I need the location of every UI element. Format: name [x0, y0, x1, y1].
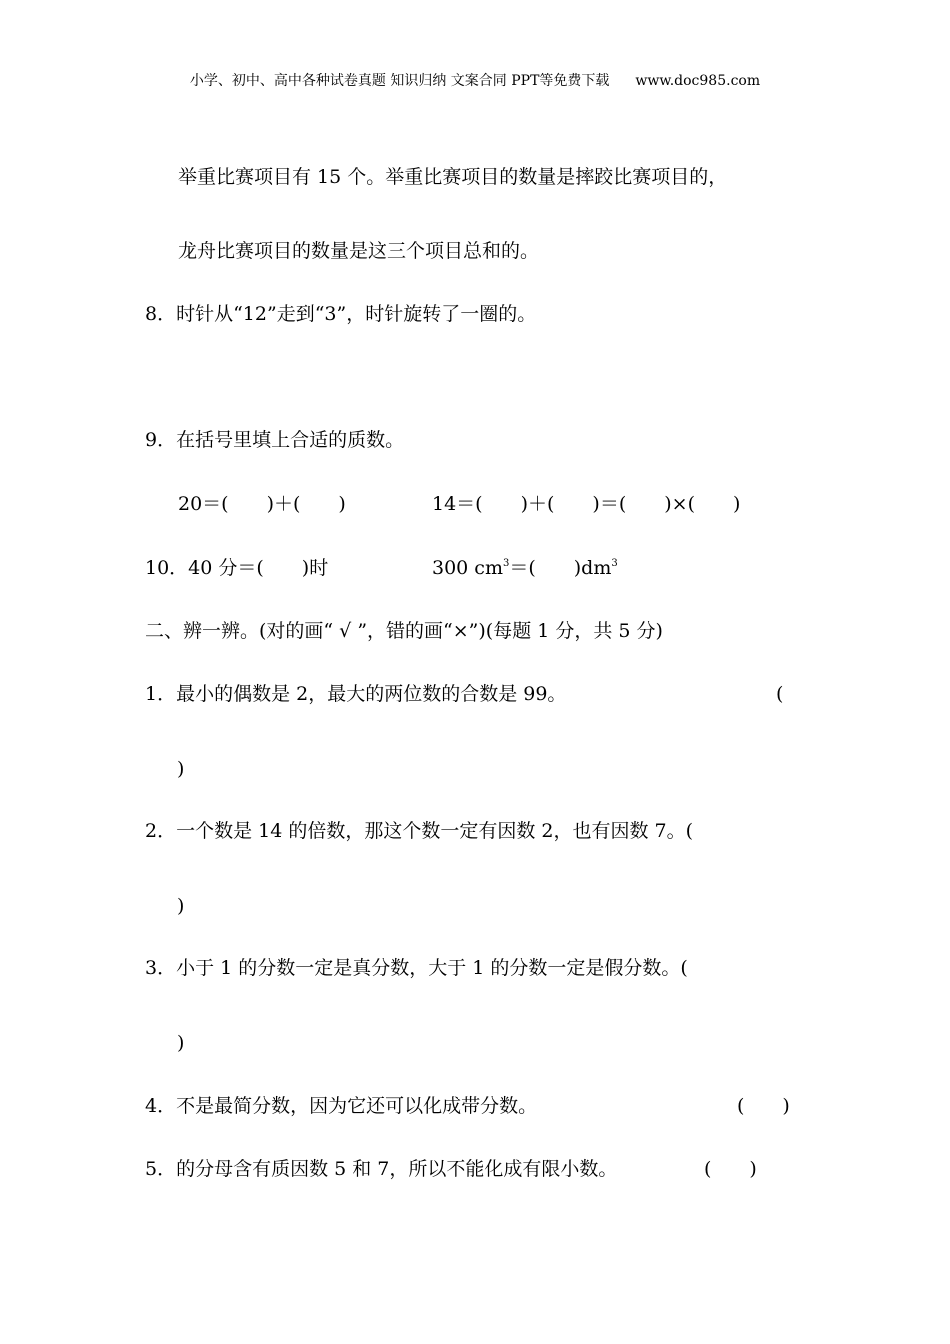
section-2-heading: 二、辨一辨。(对的画“ √ ”，错的画“×”)(每题 1 分，共 5 分): [145, 620, 663, 642]
judge-1-open-paren: (: [776, 683, 784, 705]
question-9-part-a: 20＝( )＋( ): [178, 493, 346, 515]
page-header: [0, 68, 950, 94]
question-9-part-b: 14＝( )＋( )＝( )×( ): [432, 493, 741, 515]
judge-1-close-paren: ): [177, 758, 185, 780]
judge-3: 3．小于 1 的分数一定是真分数，大于 1 的分数一定是假分数。(: [145, 957, 688, 979]
question-10-part-a: 10．40 分＝( )时: [145, 557, 329, 579]
header-url: www.doc985.com: [635, 73, 761, 89]
question-7-continuation-2: 龙舟比赛项目的数量是这三个项目总和的。: [178, 240, 540, 262]
judge-3-close-paren: ): [177, 1032, 185, 1054]
judge-5-paren: ( ): [704, 1158, 757, 1180]
question-9: 9．在括号里填上合适的质数。: [145, 429, 405, 451]
question-10-part-b: 300 $cm^3=$( )$dm^3$: [432, 557, 618, 579]
judge-5: 5．的分母含有质因数 5 和 7，所以不能化成有限小数。: [145, 1158, 618, 1180]
header-left-text: 小学、初中、高中各种试卷真题 知识归纳 文案合同 PPT等免费下载: [189, 73, 610, 89]
judge-1: 1．最小的偶数是 2，最大的两位数的合数是 99。: [145, 683, 567, 705]
judge-4-paren: ( ): [737, 1095, 790, 1117]
question-8: 8．时针从“12”走到“3”，时针旋转了一圈的。: [145, 303, 537, 325]
judge-2-close-paren: ): [177, 895, 185, 917]
question-7-continuation-1: 举重比赛项目有 15 个。举重比赛项目的数量是摔跤比赛项目的，: [178, 166, 728, 188]
judge-4: 4．不是最简分数，因为它还可以化成带分数。: [145, 1095, 538, 1117]
judge-2: 2．一个数是 14 的倍数，那这个数一定有因数 2，也有因数 7。(: [145, 820, 694, 842]
